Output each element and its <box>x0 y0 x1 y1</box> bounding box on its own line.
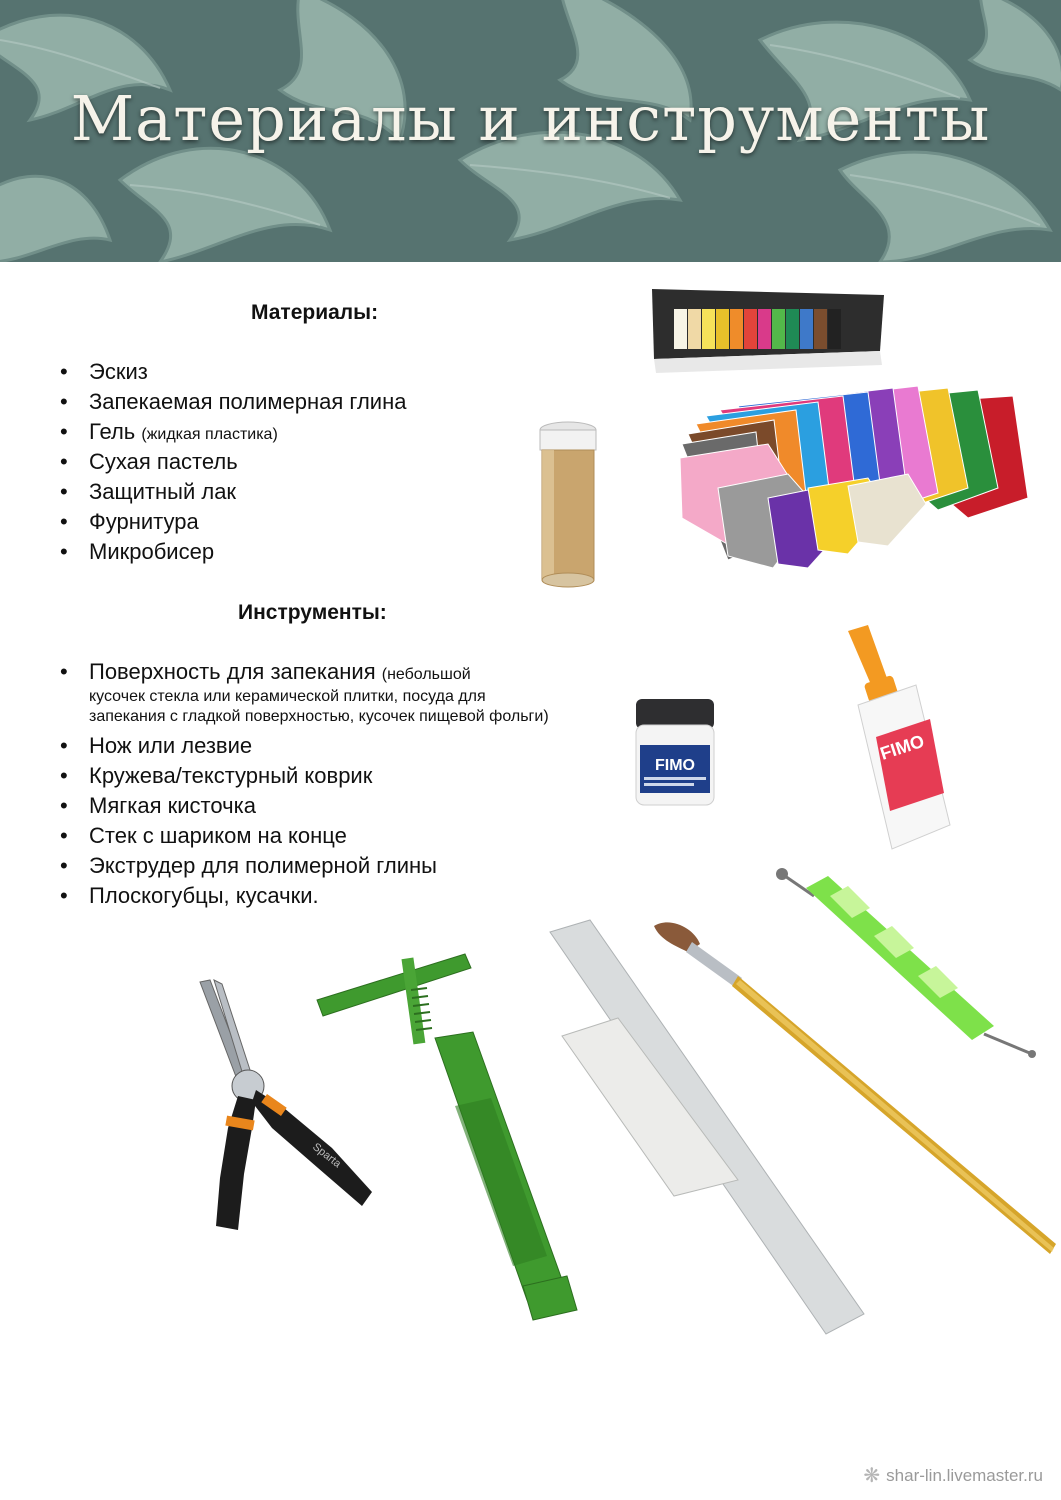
materials-heading: Материалы: <box>251 301 379 324</box>
item-label: Стек с шариком на конце <box>89 823 347 848</box>
gel-brand-label: FIMO <box>877 730 927 764</box>
varnish-brand-label: FIMO <box>655 757 695 774</box>
item-label: Эскиз <box>89 359 148 384</box>
list-item <box>60 791 550 821</box>
snowflake-icon: ❋ <box>863 1465 881 1487</box>
list-item <box>60 881 550 911</box>
item-label: Плоскогубцы, кусачки. <box>89 883 319 908</box>
liquid-gel-bottle-image <box>838 625 958 855</box>
dry-pastel-set-image <box>648 285 888 375</box>
tools-list <box>60 657 550 911</box>
item-label: Поверхность для запекания <box>89 659 376 684</box>
list-item <box>60 417 510 447</box>
list-item <box>60 447 510 477</box>
item-note-continued: кусочек стекла или керамической плитки, посуда для запекания с гладкой поверхностью, кусочек пищевой фольги) <box>89 688 549 725</box>
materials-list <box>60 357 510 567</box>
item-label: Сухая пастель <box>89 449 238 474</box>
item-label: Мягкая кисточка <box>89 793 256 818</box>
ball-stylus-image <box>774 866 1040 1058</box>
list-item <box>60 851 550 881</box>
header-banner <box>0 0 1061 262</box>
list-item <box>60 537 510 567</box>
item-label: Гель <box>89 419 136 444</box>
footer-site: shar-lin.livemaster.ru <box>886 1465 1043 1485</box>
item-note: (жидкая пластика) <box>141 426 278 443</box>
varnish-jar-image <box>630 695 720 810</box>
item-label: Нож или лезвие <box>89 733 253 758</box>
tools-heading: Инструменты: <box>238 601 387 624</box>
microbeads-tube-image <box>528 418 608 590</box>
pliers-brand-label: Sparta <box>310 1140 344 1171</box>
list-item <box>60 761 550 791</box>
item-label: Микробисер <box>89 539 215 564</box>
list-item <box>60 357 510 387</box>
list-item <box>60 507 510 537</box>
item-note: (небольшой <box>381 666 471 683</box>
item-label: Кружева/текстурный коврик <box>89 763 373 788</box>
item-label: Защитный лак <box>89 479 237 504</box>
polymer-clay-blocks-image <box>678 378 1033 573</box>
page-title: Материалы и инструменты <box>70 82 991 155</box>
list-item <box>60 821 550 851</box>
list-item <box>60 731 550 761</box>
item-label: Экструдер для полимерной глины <box>89 853 437 878</box>
list-item <box>60 387 510 417</box>
list-item <box>60 477 510 507</box>
footer-watermark <box>863 1463 1043 1488</box>
clay-extruder-image <box>315 938 585 1323</box>
list-item <box>60 657 550 727</box>
item-label: Запекаемая полимерная глина <box>89 389 407 414</box>
item-label: Фурнитура <box>89 509 199 534</box>
